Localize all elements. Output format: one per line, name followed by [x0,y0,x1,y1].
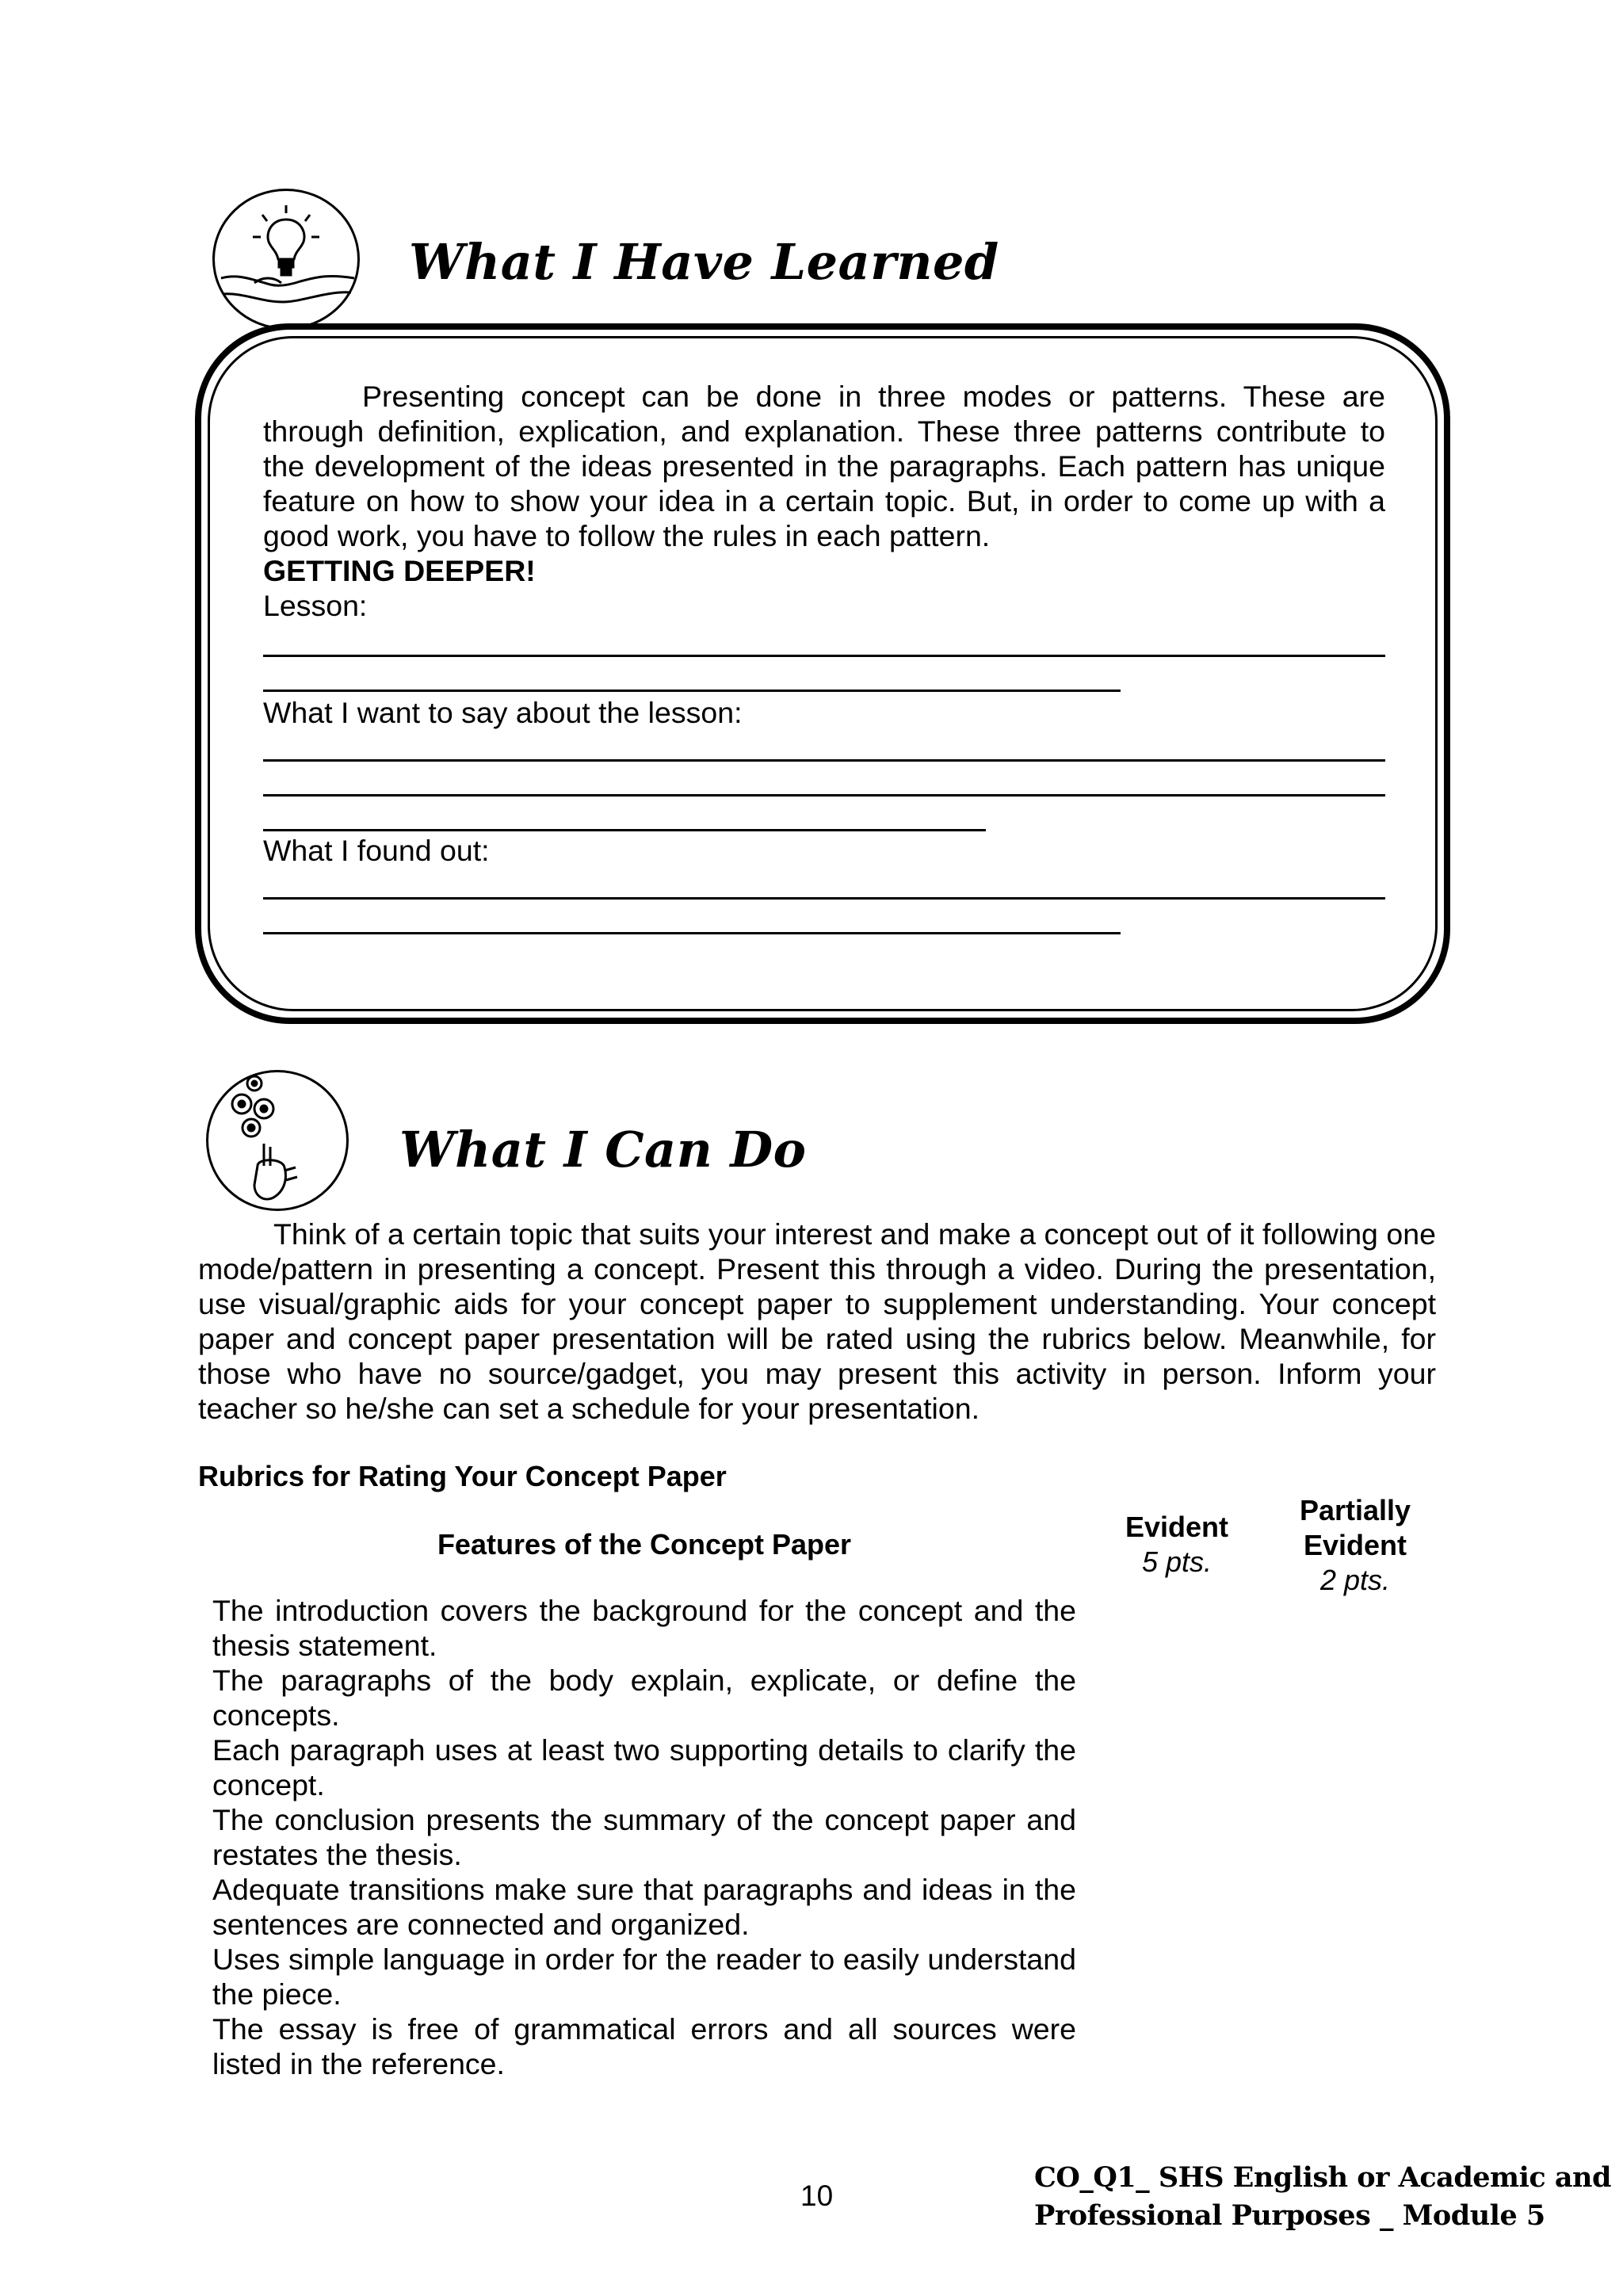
found-out-line-2[interactable] [263,932,1121,934]
footer-line-2: Professional Purposes _ Module 5 [1034,2199,1545,2232]
learned-paragraph [263,379,1385,623]
criterion-supporting-details: Each paragraph uses at least two supporting details to clarify the concept. [212,1733,1076,1801]
want-to-say-line-1[interactable] [263,759,1385,762]
footer-line-1: CO_Q1_ SHS English or Academic and [1034,2161,1611,2194]
partially-evident-points: 2 pts. [1319,1564,1391,1596]
rubric-title: Rubrics for Rating Your Concept Paper [198,1460,727,1492]
can-do-instructions: Think of a certain topic that suits your interest and make a concept out of it following one mode/pattern in presenting a concept. Present this through a video. During the presentation, use visual/graphic aids for your concept paper to supplement understanding. Your concept paper and concept paper presentation will be rated using the rubrics below. Meanwhile, for those who have no source/gadget, you may present this activity in person. Inform your teacher so he/she can set a schedule for your presentation. [198,1217,1436,1425]
evident-label: Evident [1125,1511,1229,1543]
lightbulb-hand-icon [212,189,360,330]
criterion-conclusion: The conclusion presents the summary of the concept paper and restates the thesis. [212,1803,1076,1871]
partially-label: Partially [1299,1494,1411,1526]
rubric-criteria-list [212,1593,1076,2081]
can-do-paragraph [198,1217,1436,1426]
hand-gears-icon [206,1070,349,1211]
evident-points: 5 pts. [1141,1545,1212,1578]
criterion-simple-language: Uses simple language in order for the reader to easily understand the piece. [212,1943,1076,2011]
features-column-header: Features of the Concept Paper [437,1528,852,1561]
page-number: 10 [800,2179,834,2212]
section-title-can-do: What I Can Do [399,1121,807,1179]
partially-evident-column-header [1268,1493,1442,1598]
want-to-say-line-3[interactable] [263,829,986,831]
criterion-body-paragraphs: The paragraphs of the body explain, explicate, or define the concepts. [212,1664,1076,1732]
evident-column-header [1094,1510,1260,1580]
criterion-introduction: The introduction covers the background for the concept and the thesis statement. [212,1594,1076,1662]
criterion-transitions: Adequate transitions make sure that paragraphs and ideas in the sentences are connected and organized. [212,1873,1076,1941]
found-out-line-1[interactable] [263,897,1385,900]
partially-evident-label: Evident [1303,1529,1407,1561]
want-to-say-label: What I want to say about the lesson: [263,696,743,729]
want-to-say-line-2[interactable] [263,794,1385,797]
lesson-answer-line-2[interactable] [263,690,1121,692]
lesson-answer-line-1[interactable] [263,655,1385,657]
lesson-label: Lesson: [263,589,368,622]
getting-deeper-heading: GETTING DEEPER! [263,554,536,587]
learned-intro-text: Presenting concept can be done in three modes or patterns. These are through definition, explication, and explanation. These three patterns contribute to the development of the ideas presented in the paragraphs. Each pattern has unique feature on how to show your idea in a certain topic. But, in order to come up with a good work, you have to follow the rules in each pattern. [263,380,1385,552]
section-title-learned: What I Have Learned [409,233,999,291]
criterion-grammar-sources: The essay is free of grammatical errors and all sources were listed in the reference. [212,2012,1076,2080]
found-out-label: What I found out: [263,834,490,867]
footer-module-label [1034,2159,1611,2235]
